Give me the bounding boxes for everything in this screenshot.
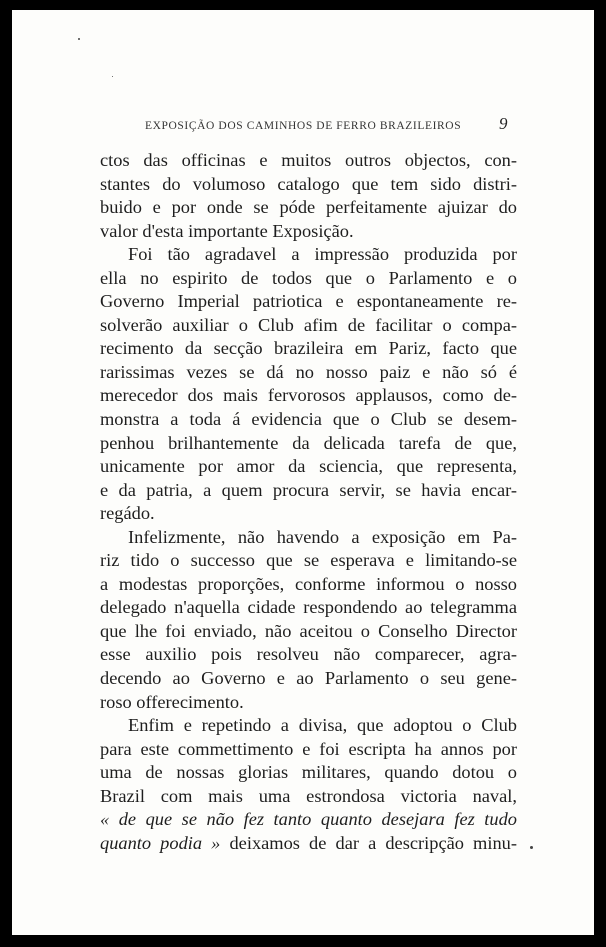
paragraph-2 — [100, 243, 517, 526]
text-line: ella no espirito de todos que o Parlamento e o — [100, 267, 517, 288]
text-line: que lhe foi enviado, não aceitou o Conselho Director — [100, 620, 517, 641]
text-line: merecedor dos mais fervorosos applausos, como de- — [100, 385, 517, 406]
text-line-tail: deixamos de dar a descripção minu- — [220, 832, 517, 853]
paper-speck — [78, 38, 80, 40]
paper-speck — [530, 846, 533, 849]
text-line: unicamente por amor da sciencia, que representa, — [100, 456, 517, 477]
running-header: EXPOSIÇÃO DOS CAMINHOS DE FERRO BRAZILEIROS — [145, 120, 462, 132]
quote-end: quanto podia » — [100, 832, 221, 853]
text-line: solverão auxiliar o Club afim de facilitar o compa- — [100, 314, 517, 335]
page-number: 9 — [499, 114, 508, 133]
text-line-mixed — [100, 832, 517, 856]
text-line: monstra a toda á evidencia que o Club se desem- — [100, 409, 517, 430]
text-line: Infelizmente, não havendo a exposição em Pa- — [128, 526, 517, 547]
text-line: regádo. — [100, 503, 155, 524]
text-line: para este commettimento e foi escripta ha annos por — [100, 738, 517, 759]
paragraph-1 — [100, 149, 517, 243]
text-line: ctos das officinas e muitos outros objectos, con- — [100, 150, 517, 170]
text-line: recimento da secção brazileira em Pariz, facto que — [100, 338, 517, 359]
text-line: a modestas proporções, conforme informou o nosso — [100, 573, 517, 594]
text-line: penhou brilhantemente da delicada tarefa de que, — [100, 432, 517, 453]
text-line: buido e por onde se póde perfeitamente ajuizar do — [100, 197, 517, 218]
quote-line: « de que se não fez tanto quanto desejara fez tudo — [100, 809, 517, 830]
text-line: riz tido o successo que se esperava e limitando-se — [100, 550, 517, 571]
text-line: decendo ao Governo e ao Parlamento o seu gene- — [100, 668, 517, 689]
text-line: rarissimas vezes se dá no nosso paiz e não só é — [100, 361, 517, 382]
book-page — [12, 10, 594, 935]
text-line: Governo Imperial patriotica e espontaneamente re- — [100, 291, 517, 312]
text-line: delegado n'aquella cidade respondendo ao telegramma — [100, 597, 517, 618]
text-line: roso offerecimento. — [100, 691, 244, 712]
text-line: e da patria, a quem procura servir, se havia encar- — [100, 479, 517, 500]
paragraph-3 — [100, 526, 517, 714]
paragraph-4 — [100, 714, 517, 855]
paper-speck — [112, 76, 113, 77]
body-text — [100, 149, 517, 855]
text-line: Brazil com mais uma estrondosa victoria naval, — [100, 785, 517, 806]
text-line: esse auxilio pois resolveu não comparecer, agra- — [100, 644, 517, 665]
text-line: uma de nossas glorias militares, quando dotou o — [100, 762, 517, 783]
text-line: Enfim e repetindo a divisa, que adoptou o Club — [128, 715, 517, 736]
text-line: stantes do volumoso catalogo que tem sido distri- — [100, 173, 517, 194]
text-line: Foi tão agradavel a impressão produzida por — [128, 244, 517, 265]
text-line: valor d'esta importante Exposição. — [100, 220, 354, 241]
